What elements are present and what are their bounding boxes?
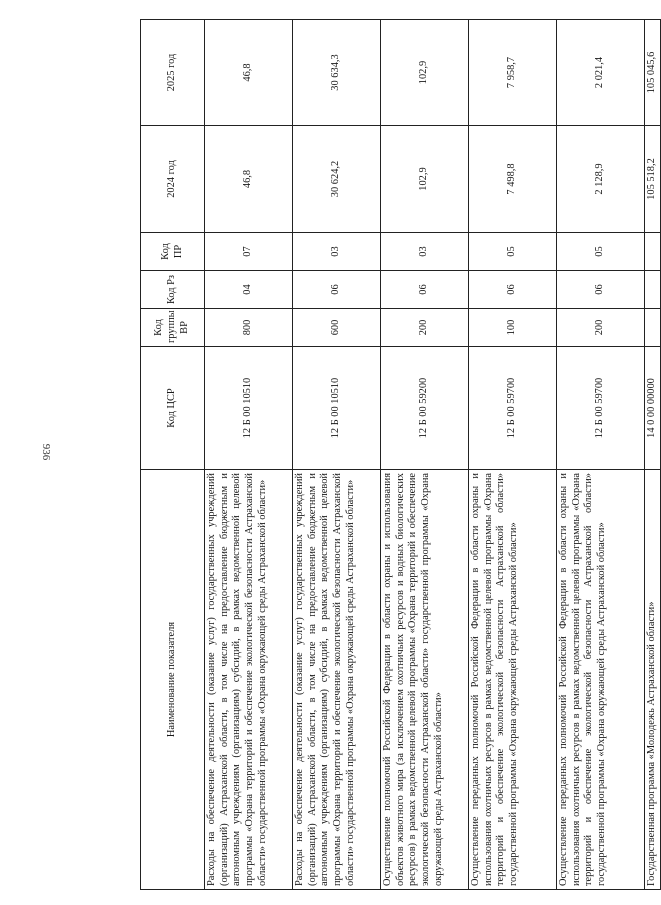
cell-csr: 12 Б 00 10510	[293, 347, 381, 470]
cell-2025: 105 045,6	[645, 20, 661, 126]
cell-vr: 600	[293, 309, 381, 347]
cell-pr: 07	[205, 233, 293, 271]
header-pr: Код ПР	[141, 233, 205, 271]
cell-2024: 46,8	[205, 126, 293, 233]
rotated-table-container	[140, 20, 657, 890]
header-vr: Код группы ВР	[141, 309, 205, 347]
table-total-row	[645, 20, 661, 890]
cell-rz: 04	[205, 271, 293, 309]
cell-csr: 14 0 00 00000	[645, 347, 661, 470]
cell-rz: 06	[381, 271, 469, 309]
cell-pr: 05	[469, 233, 557, 271]
cell-name: Осуществление переданных полномочий Российской Федерации в области охраны и использования охотничьих ресурсов в рамках ведомственной целевой программы «Охрана территорий и обеспечение экологической безопасности Астраханской области» государственной программы «Охрана окружающей среды Астраханской области»	[469, 470, 557, 890]
cell-rz	[645, 271, 661, 309]
cell-name: Государственная программа «Молодежь Астраханской области»	[645, 470, 661, 890]
cell-pr	[645, 233, 661, 271]
table-row	[293, 20, 381, 890]
cell-rz: 06	[557, 271, 645, 309]
cell-2024: 105 518,2	[645, 126, 661, 233]
table-row	[557, 20, 645, 890]
cell-csr: 12 Б 00 10510	[205, 347, 293, 470]
cell-name: Осуществление переданных полномочий Российской Федерации в области охраны и использования охотничьих ресурсов в рамках ведомственной целевой программы «Охрана территорий и обеспечение экологической безопасности Астраханской области» государственной программы «Охрана окружающей среды Астраханской области»	[557, 470, 645, 890]
cell-rz: 06	[293, 271, 381, 309]
cell-pr: 03	[381, 233, 469, 271]
header-2024: 2024 год	[141, 126, 205, 233]
cell-2025: 46,8	[205, 20, 293, 126]
cell-csr: 12 Б 00 59700	[557, 347, 645, 470]
table-row	[381, 20, 469, 890]
cell-2024: 30 624,2	[293, 126, 381, 233]
cell-2025: 7 958,7	[469, 20, 557, 126]
header-2025: 2025 год	[141, 20, 205, 126]
cell-pr: 05	[557, 233, 645, 271]
cell-2025: 102,9	[381, 20, 469, 126]
cell-vr	[645, 309, 661, 347]
cell-csr: 12 Б 00 59700	[469, 347, 557, 470]
cell-2024: 7 498,8	[469, 126, 557, 233]
table-row	[469, 20, 557, 890]
cell-name: Расходы на обеспечение деятельности (оказание услуг) государственных учреждений (организаций) Астраханской области, в том числе на предоставление бюджетным и автономным учреждениям (организациям) субсидий, в рамках ведомственной целевой программы «Охрана территорий и обеспечение экологической безопасности Астраханской области» государственной программы «Охрана окружающей среды Астраханской области»	[205, 470, 293, 890]
page-number: 936	[40, 443, 52, 461]
header-rz: Код Рз	[141, 271, 205, 309]
header-name: Наименование показателя	[141, 470, 205, 890]
cell-vr: 200	[557, 309, 645, 347]
cell-pr: 03	[293, 233, 381, 271]
cell-2024: 2 128,9	[557, 126, 645, 233]
cell-vr: 200	[381, 309, 469, 347]
cell-vr: 800	[205, 309, 293, 347]
cell-name: Осуществление полномочий Российской Федерации в области охраны и использования объектов животного мира (за исключением охотничьих ресурсов и водных биологических ресурсов) в рамках ведомственной целевой программы «Охрана территорий и обеспечение экологической безопасности Астраханской области» государственной программы «Охрана окружающей среды Астраханской области»	[381, 470, 469, 890]
table-row	[205, 20, 293, 890]
cell-csr: 12 Б 00 59200	[381, 347, 469, 470]
cell-vr: 100	[469, 309, 557, 347]
cell-2025: 30 634,3	[293, 20, 381, 126]
cell-rz: 06	[469, 271, 557, 309]
header-csr: Код ЦСР	[141, 347, 205, 470]
table-header-row	[141, 20, 205, 890]
budget-table	[140, 19, 661, 890]
cell-2024: 102,9	[381, 126, 469, 233]
cell-name: Расходы на обеспечение деятельности (оказание услуг) государственных учреждений (организаций) Астраханской области, в том числе на предоставление бюджетным и автономным учреждениям (организациям) субсидий, в рамках ведомственной целевой программы «Охрана территорий и обеспечение экологической безопасности Астраханской области» государственной программы «Охрана окружающей среды Астраханской области»	[293, 470, 381, 890]
cell-2025: 2 021,4	[557, 20, 645, 126]
